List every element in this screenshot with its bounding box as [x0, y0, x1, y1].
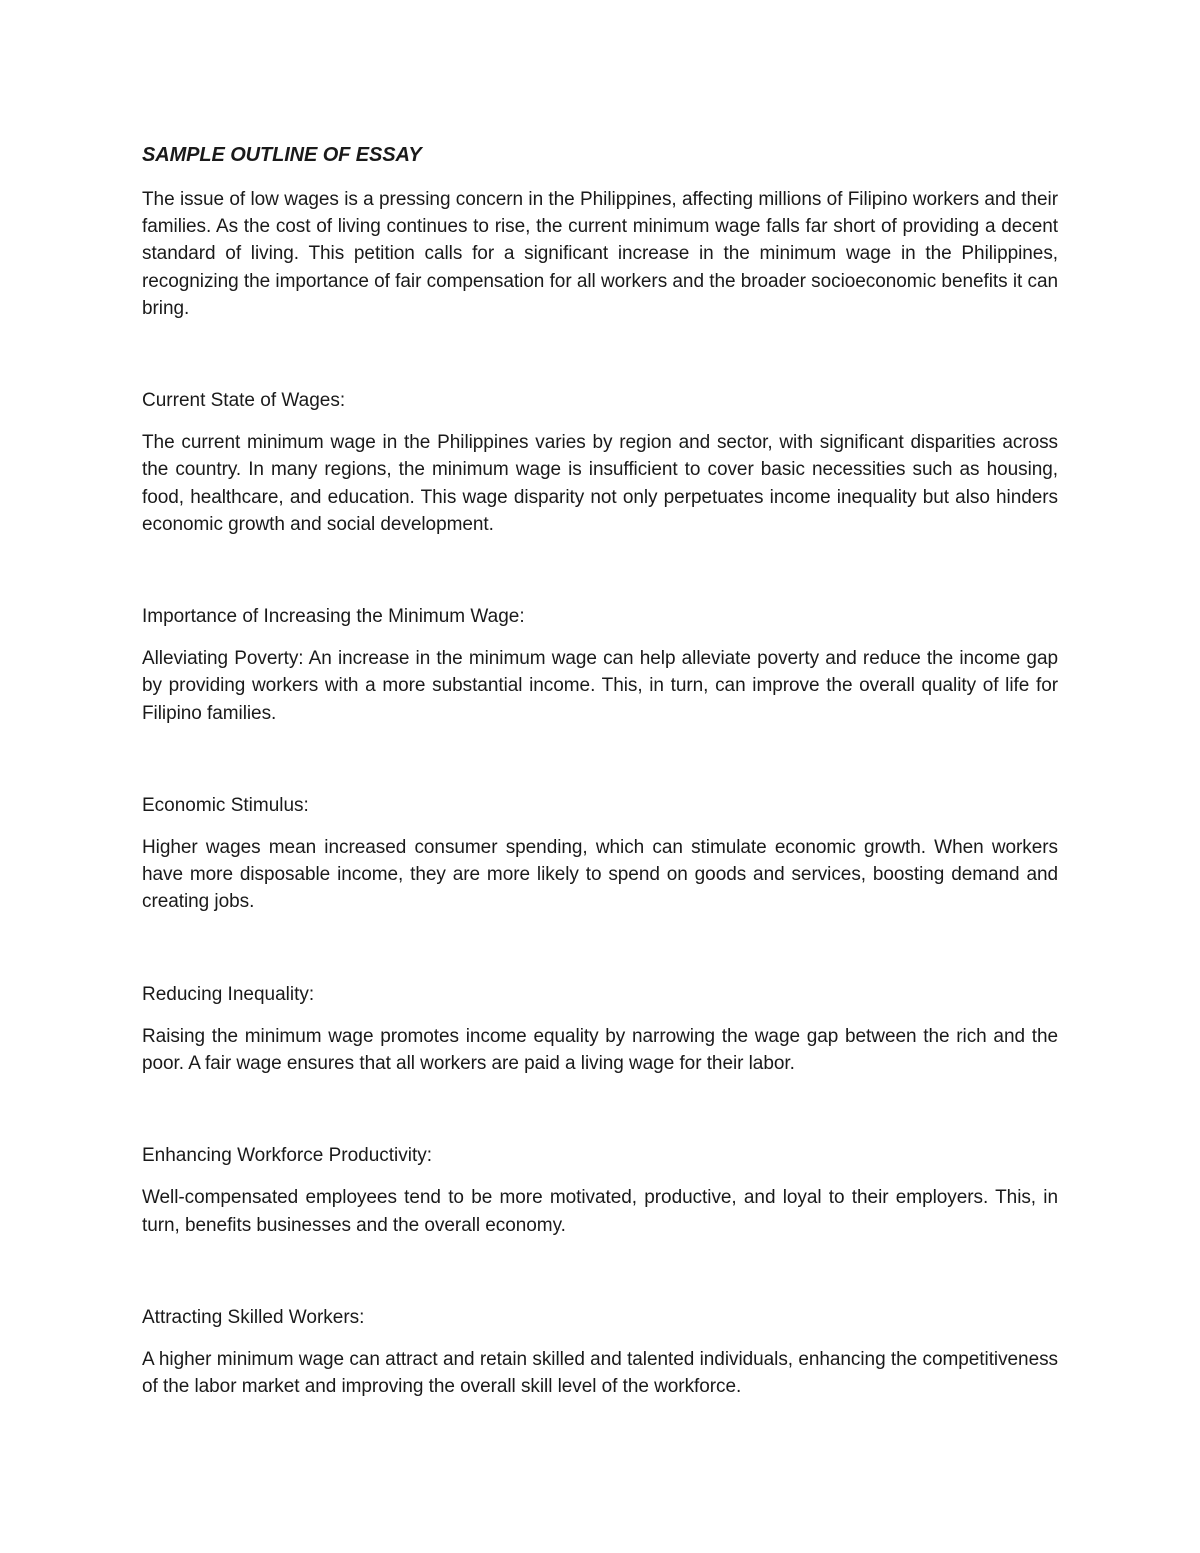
section-body: A higher minimum wage can attract and retain skilled and talented individuals, enhancing the competitiveness of the labor market and improving the overall skill level of the workforce. — [142, 1349, 1058, 1398]
section-economic-stimulus — [142, 792, 1058, 916]
section-body: Well-compensated employees tend to be more motivated, productive, and loyal to their employers. This, in turn, benefits businesses and the overall economy. — [142, 1187, 1058, 1236]
section-importance-of-increasing-minimum-wage — [142, 603, 1058, 727]
section-heading: Reducing Inequality: — [142, 983, 315, 1005]
document-content — [142, 141, 1058, 1400]
section-reducing-inequality — [142, 981, 1058, 1078]
section-current-state-of-wages — [142, 387, 1058, 538]
section-heading: Attracting Skilled Workers: — [142, 1306, 365, 1328]
section-enhancing-workforce-productivity — [142, 1142, 1058, 1239]
section-heading: Importance of Increasing the Minimum Wage: — [142, 606, 525, 628]
section-heading: Enhancing Workforce Productivity: — [142, 1145, 433, 1167]
document-title: SAMPLE OUTLINE OF ESSAY — [142, 144, 422, 166]
section-body: Alleviating Poverty: An increase in the minimum wage can help alleviate poverty and reduce the income gap by providing workers with a more substantial income. This, in turn, can improve the overall quality of life for Filipino families. — [142, 648, 1058, 724]
section-heading: Economic Stimulus: — [142, 794, 309, 816]
section-body: Higher wages mean increased consumer spending, which can stimulate economic growth. When workers have more disposable income, they are more likely to spend on goods and services, boosting demand and creating jobs. — [142, 837, 1058, 913]
intro-paragraph: The issue of low wages is a pressing concern in the Philippines, affecting millions of Filipino workers and their families. As the cost of living continues to rise, the current minimum wage falls far short of providing a decent standard of living. This petition calls for a significant increase in the minimum wage in the Philippines, recognizing the importance of fair compensation for all workers and the broader socioeconomic benefits it can bring. — [142, 189, 1058, 319]
section-body: The current minimum wage in the Philippines varies by region and sector, with significant disparities across the country. In many regions, the minimum wage is insufficient to cover basic necessities such as housing, food, healthcare, and education. This wage disparity not only perpetuates income inequality but also hinders economic growth and social development. — [142, 432, 1058, 535]
section-body: Raising the minimum wage promotes income equality by narrowing the wage gap between the rich and the poor. A fair wage ensures that all workers are paid a living wage for their labor. — [142, 1025, 1058, 1075]
section-heading: Current State of Wages: — [142, 390, 346, 412]
section-attracting-skilled-workers — [142, 1304, 1058, 1401]
